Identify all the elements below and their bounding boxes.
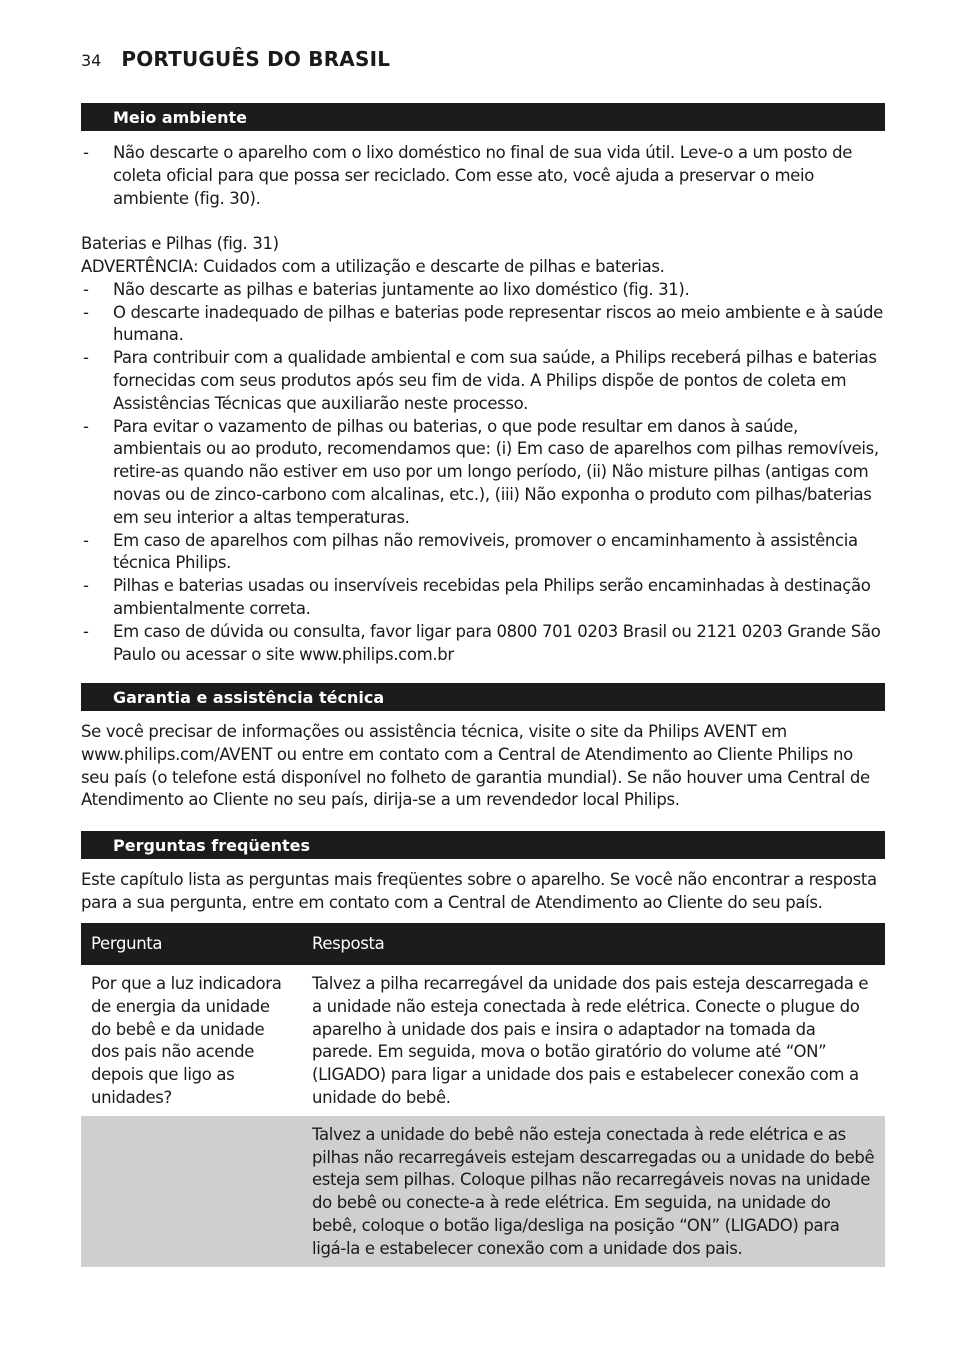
list-item: - Não descarte as pilhas e baterias juntamente ao lixo doméstico (fig. 31). bbox=[83, 279, 690, 299]
answer-cell: Talvez a pilha recarregável da unidade dos pais esteja descarregada e a unidade não esteja conectada à rede elétrica. Conecte o plugue do aparelho à unidade dos pais e insira o adaptador na tomada da parede. Em seguida, mova o botão giratório do volume até “ON” (LIGADO) para ligar a unidade dos pais e estabelecer conexão com a unidade do bebê. bbox=[302, 965, 885, 1116]
column-header-question: Pergunta bbox=[81, 923, 302, 965]
list-item-text: Em caso de aparelhos com pilhas não removiveis, promover o encaminhamento à assistência técnica Philips. bbox=[113, 530, 858, 573]
environment-content bbox=[81, 142, 885, 666]
warranty-text-before: Se você precisar de informações ou assistência técnica, visite o site da Philips AVENT em bbox=[81, 722, 787, 741]
batteries-fig: (fig. 31) bbox=[211, 234, 279, 254]
warranty-content bbox=[81, 721, 885, 812]
answer-cell: Talvez a unidade do bebê não esteja conectada à rede elétrica e as pilhas não recarregáveis estejam descarregadas ou a unidade do bebê esteja sem pilhas. Coloque pilhas não recarregáveis novas na unidade do bebê ou conecte-a à rede elétrica. Em seguida, na unidade do bebê, coloque o botão liga/desliga na posição “ON” (LIGADO) para ligá-la e estabelecer conexão com a unidade dos pais. bbox=[302, 1116, 885, 1267]
list-item: - Em caso de dúvida ou consulta, favor ligar para 0800 701 0203 Brasil ou 2121 0203 Grande São Paulo ou acessar o site www.philips.com.br bbox=[83, 621, 881, 664]
page-header bbox=[81, 47, 390, 71]
table-row bbox=[81, 1116, 885, 1267]
faq-intro bbox=[81, 869, 885, 915]
section-heading-faq: Perguntas freqüentes bbox=[81, 831, 885, 859]
warranty-paragraph bbox=[81, 721, 885, 812]
warranty-text-after: ou entre em contato com a Central de Atendimento ao Cliente Philips no seu país (o telefone está disponível no folheto de garantia mundial). Se não houver uma Central de Atendimento ao Cliente no seu país, dirija-se a um revendedor local Philips. bbox=[81, 744, 870, 810]
list-item: - Para contribuir com a qualidade ambiental e com sua saúde, a Philips receberá pilhas e baterias fornecidas com seus produtos após seu fim de vida. A Philips dispõe de pontos de coleta em Assistências Técnicas que auxiliarão neste processo. bbox=[83, 348, 877, 413]
section-heading-warranty: Garantia e assistência técnica bbox=[81, 683, 885, 711]
table-row bbox=[81, 965, 885, 1116]
faq-table-header bbox=[81, 923, 885, 965]
list-item-text: Em caso de dúvida ou consulta, favor ligar para 0800 701 0203 Brasil ou 2121 0203 Grande São Paulo ou acessar o site www.philips.com.br bbox=[113, 621, 881, 664]
list-item-text: O descarte inadequado de pilhas e baterias pode representar riscos ao meio ambiente e à saúde humana. bbox=[113, 302, 883, 345]
list-item: - Para evitar o vazamento de pilhas ou baterias, o que pode resultar em danos à saúde, ambientais ou ao produto, recomendamos que: (i) Em caso de aparelhos com pilhas removíveis, retire-as quando não estiver em uso por um longo período, (ii) Não misture pilhas (antigas com novas ou de zinco-carbono com alcalinas, etc.), (iii) Não exponha o produto com pilhas/baterias em seu interior a altas temperaturas. bbox=[83, 416, 879, 527]
list-item: - Em caso de aparelhos com pilhas não removiveis, promover o encaminhamento à assistência técnica Philips. bbox=[83, 530, 858, 573]
faq-table bbox=[81, 923, 885, 1267]
environment-list bbox=[81, 142, 885, 210]
avent-website-link[interactable]: www.philips.com/AVENT bbox=[81, 744, 273, 764]
page-number: 34 bbox=[81, 51, 102, 70]
batteries-list bbox=[81, 279, 885, 667]
batteries-title-line bbox=[81, 233, 885, 256]
column-header-answer: Resposta bbox=[302, 923, 885, 965]
batteries-warning: ADVERTÊNCIA: Cuidados com a utilização e descarte de pilhas e baterias. bbox=[81, 256, 665, 276]
list-item-text: Não descarte o aparelho com o lixo doméstico no final de sua vida útil. Leve-o a um posto de coleta oficial para que possa ser reciclado. Com esse ato, você ajuda a preservar o meio ambiente (fig. 30). bbox=[113, 143, 853, 208]
list-item-text: Não descarte as pilhas e baterias juntamente ao lixo doméstico (fig. 31). bbox=[113, 279, 690, 299]
page-title: PORTUGUÊS DO BRASIL bbox=[121, 47, 391, 71]
section-heading-environment: Meio ambiente bbox=[81, 103, 885, 131]
question-cell: Por que a luz indicadora de energia da unidade do bebê e da unidade dos pais não acende depois que ligo as unidades? bbox=[81, 965, 302, 1116]
list-item-text: Para evitar o vazamento de pilhas ou baterias, o que pode resultar em danos à saúde, ambientais ou ao produto, recomendamos que: (i) Em caso de aparelhos com pilhas removíveis, retire-as quando não estiver em uso por um longo período, (ii) Não misture pilhas (antigas com novas ou de zinco-carbono com alcalinas, etc.), (iii) Não exponha o produto com pilhas/baterias em seu interior a altas temperaturas. bbox=[113, 416, 879, 527]
batteries-title: Baterias e Pilhas bbox=[81, 234, 212, 254]
question-cell bbox=[81, 1116, 302, 1267]
list-item: - Não descarte o aparelho com o lixo doméstico no final de sua vida útil. Leve-o a um posto de coleta oficial para que possa ser reciclado. Com esse ato, você ajuda a preservar o meio ambiente (fig. 30). bbox=[83, 143, 853, 208]
list-item-text: Pilhas e baterias usadas ou inservíveis recebidas pela Philips serão encaminhadas à destinação ambientalmente correta. bbox=[113, 576, 871, 618]
faq-intro-text: Este capítulo lista as perguntas mais freqüentes sobre o aparelho. Se você não encontrar a resposta para a sua pergunta, entre em contato com a Central de Atendimento ao Cliente do seu país. bbox=[81, 870, 877, 912]
list-item: - O descarte inadequado de pilhas e baterias pode representar riscos ao meio ambiente e à saúde humana. bbox=[83, 302, 883, 345]
list-item-text: Para contribuir com a qualidade ambiental e com sua saúde, a Philips receberá pilhas e baterias fornecidas com seus produtos após seu fim de vida. A Philips dispõe de pontos de coleta em Assistências Técnicas que auxiliarão neste processo. bbox=[113, 348, 877, 413]
list-item: - Pilhas e baterias usadas ou inservíveis recebidas pela Philips serão encaminhadas à destinação ambientalmente correta. bbox=[83, 576, 871, 618]
